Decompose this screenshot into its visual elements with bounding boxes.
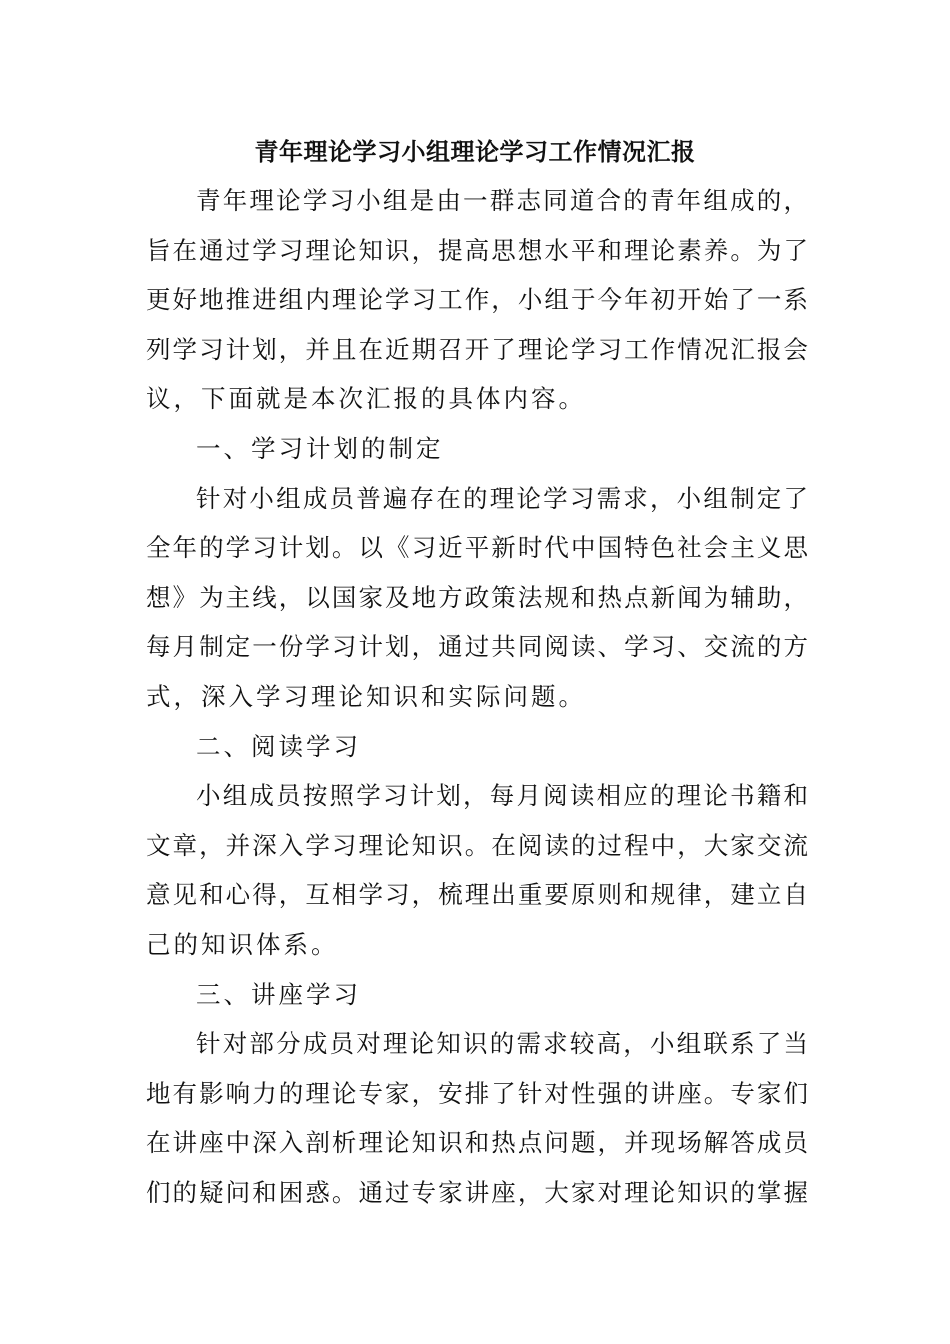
paragraph-line: 小组成员按照学习计划，每月阅读相应的理论书籍和 bbox=[196, 781, 808, 811]
paragraph-line: 想》为主线，以国家及地方政策法规和热点新闻为辅助， bbox=[146, 582, 808, 612]
paragraph-line: 更好地推进组内理论学习工作，小组于今年初开始了一系 bbox=[146, 285, 808, 315]
paragraph-line: 青年理论学习小组是由一群志同道合的青年组成的， bbox=[196, 186, 808, 215]
paragraph-line: 式，深入学习理论知识和实际问题。 bbox=[146, 681, 586, 711]
paragraph-line: 旨在通过学习理论知识，提高思想水平和理论素养。为了 bbox=[146, 235, 808, 265]
document-body bbox=[146, 176, 808, 1217]
paragraph-line: 地有影响力的理论专家，安排了针对性强的讲座。专家们 bbox=[146, 1078, 808, 1108]
paragraph-line: 意见和心得，互相学习，梳理出重要原则和规律，建立自 bbox=[146, 880, 808, 910]
paragraph-line: 针对小组成员普遍存在的理论学习需求，小组制定了 bbox=[196, 483, 808, 513]
paragraph-line: 在讲座中深入剖析理论知识和热点问题，并现场解答成员 bbox=[146, 1128, 808, 1158]
paragraph-line: 己的知识体系。 bbox=[146, 929, 339, 959]
section-heading: 三、讲座学习 bbox=[196, 979, 361, 1009]
paragraph-line: 议，下面就是本次汇报的具体内容。 bbox=[146, 384, 586, 414]
paragraph-line: 列学习计划，并且在近期召开了理论学习工作情况汇报会 bbox=[146, 334, 808, 364]
paragraph-line: 文章，并深入学习理论知识。在阅读的过程中，大家交流 bbox=[146, 830, 808, 860]
paragraph-line: 每月制定一份学习计划，通过共同阅读、学习、交流的方 bbox=[146, 632, 808, 662]
section-heading: 二、阅读学习 bbox=[196, 731, 361, 761]
paragraph-line: 针对部分成员对理论知识的需求较高，小组联系了当 bbox=[196, 1029, 808, 1059]
document-title: 青年理论学习小组理论学习工作情况汇报 bbox=[254, 137, 696, 166]
paragraph-line: 全年的学习计划。以《习近平新时代中国特色社会主义思 bbox=[146, 533, 808, 563]
section-heading: 一、学习计划的制定 bbox=[196, 433, 444, 463]
paragraph-line: 们的疑问和困惑。通过专家讲座，大家对理论知识的掌握 bbox=[146, 1177, 808, 1207]
